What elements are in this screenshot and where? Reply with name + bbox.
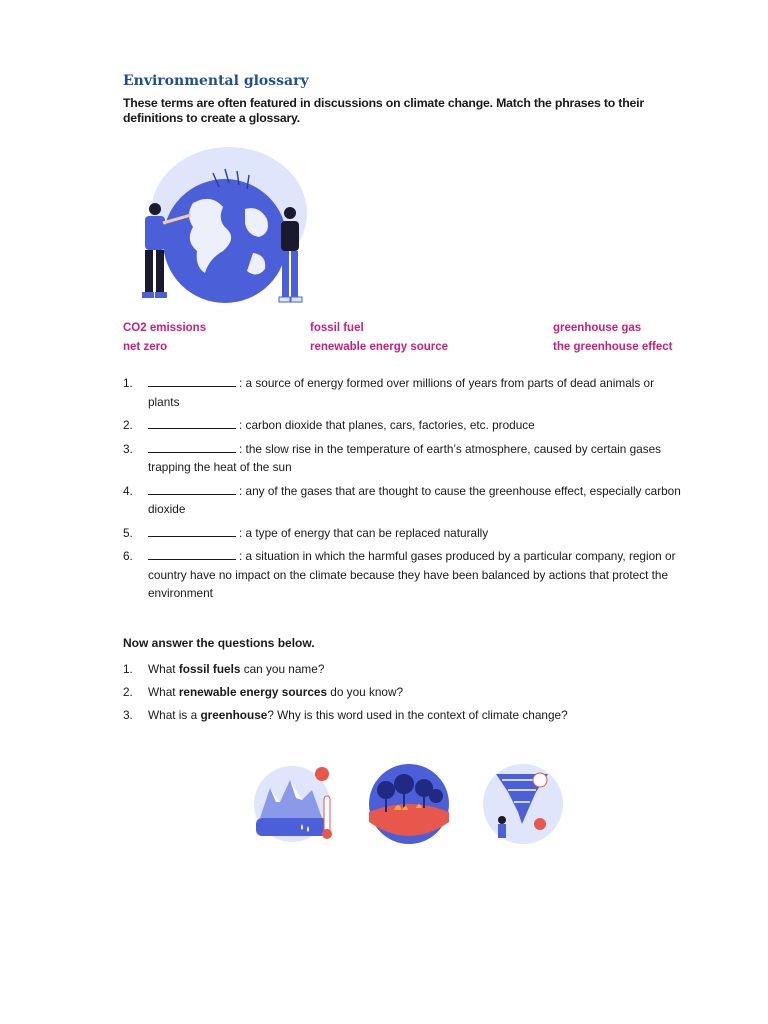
glacier-thermometer-icon xyxy=(250,762,340,846)
answer-blank xyxy=(148,374,236,387)
list-item: 4. : any of the gases that are thought to cause the greenhouse effect, especially carbon dioxide xyxy=(123,483,681,516)
definitions-list xyxy=(123,374,688,608)
list-item: 5. : a type of energy that can be replaced naturally xyxy=(123,525,489,540)
term-co2-emissions: CO2 emissions xyxy=(123,322,207,334)
list-item: 1. : a source of energy formed over millions of years from parts of dead animals or plants xyxy=(123,376,655,409)
list-item: 3. What is a greenhouse? Why is this word used in the context of climate change? xyxy=(123,708,568,722)
answer-blank xyxy=(148,482,236,495)
term-net-zero: net zero xyxy=(123,341,168,353)
list-item: 1. What fossil fuels can you name? xyxy=(123,662,325,676)
questions-heading: Now answer the questions below. xyxy=(123,636,315,650)
list-item: 2. : carbon dioxide that planes, cars, factories, etc. produce xyxy=(123,418,535,432)
answer-blank xyxy=(148,440,236,453)
wildfire-forest-icon xyxy=(364,762,454,846)
list-item: 2. What renewable energy sources do you know? xyxy=(123,685,404,699)
glossary-terms xyxy=(123,322,693,360)
answer-blank xyxy=(148,547,236,560)
term-greenhouse-effect: the greenhouse effect xyxy=(553,341,673,353)
questions-list xyxy=(123,660,688,729)
term-greenhouse-gas: greenhouse gas xyxy=(553,322,642,334)
list-item: 3. : the slow rise in the temperature of earth’s atmosphere, caused by certain gases trapping the heat of the sun xyxy=(123,441,662,474)
intro-text: These terms are often featured in discussions on climate change. Match the phrases to their definitions to create a glossary. xyxy=(123,96,644,125)
globe-with-people-illustration xyxy=(133,143,311,311)
answer-blank xyxy=(148,524,236,537)
page-title: Environmental glossary xyxy=(123,73,309,89)
list-item: 6. : a situation in which the harmful gases produced by a particular company, region or country have no impact on the climate because they have been balanced by actions that protect the environment xyxy=(123,549,676,600)
term-renewable-energy-source: renewable energy source xyxy=(310,341,449,353)
answer-blank xyxy=(148,416,236,429)
tornado-storm-icon xyxy=(478,762,568,846)
term-fossil-fuel: fossil fuel xyxy=(310,322,364,334)
